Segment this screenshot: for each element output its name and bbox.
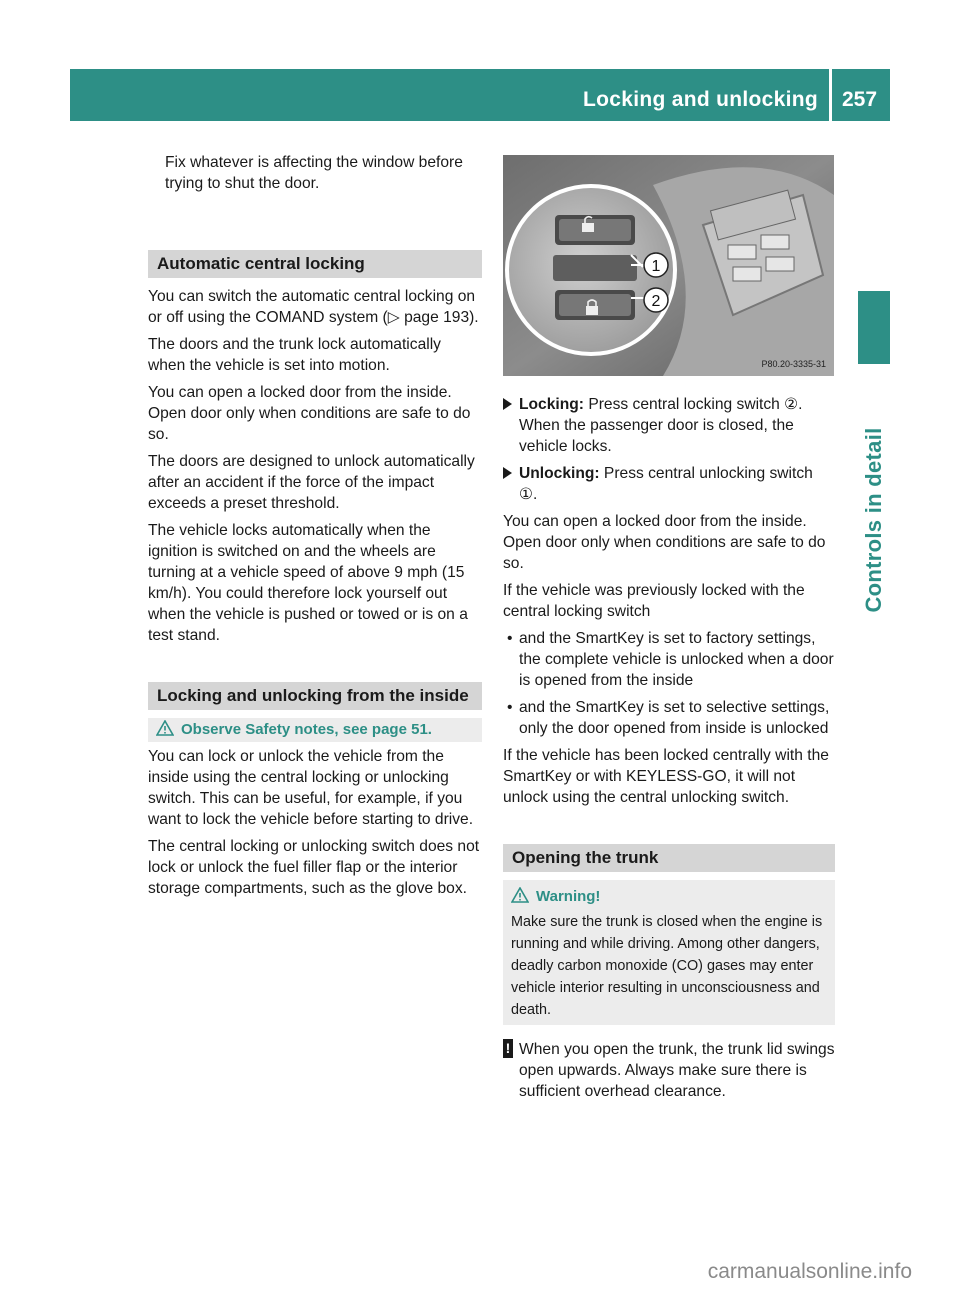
paragraph: The central locking or unlocking switch does not lock or unlock the fuel filler flap or the interior storage compartments, such as the glove box. (148, 838, 480, 897)
list-item (503, 697, 835, 739)
list-item-text: and the SmartKey is set to selective settings, only the door opened from inside is unlocked (519, 699, 830, 737)
list-item (503, 628, 835, 691)
door-switch-illustration (503, 155, 834, 376)
locking-step (503, 394, 835, 457)
unlocking-text: Press central unlocking switch ①. (519, 465, 813, 503)
safety-note (148, 718, 482, 742)
page-number: 257 (842, 88, 878, 111)
door-switch-figure (503, 155, 834, 376)
paragraph: You can switch the automatic central locking on or off using the COMAND system (▷ page 193). (148, 288, 479, 326)
side-tab-label: Controls in detail (861, 427, 886, 613)
warning-triangle-icon (156, 720, 174, 736)
locking-label: Locking: (519, 396, 584, 413)
notice-text: When you open the trunk, the trunk lid swings open upwards. Always make sure there is sufficient overhead clearance. (519, 1041, 835, 1100)
warning-text: Make sure the trunk is closed when the engine is running and while driving. Among other dangers, deadly carbon monoxide (CO) gases may enter vehicle interior resulting in unconsciousness and death. (511, 914, 823, 1018)
intro-text: Fix whatever is affecting the window before trying to shut the door. (165, 154, 463, 192)
unlocking-label: Unlocking: (519, 465, 600, 482)
unlocking-step (503, 463, 835, 505)
step-arrow-icon (503, 467, 512, 479)
list-item-text: and the SmartKey is set to factory settings, the complete vehicle is unlocked when a door is opened from the inside (519, 630, 834, 689)
safety-note-text: Observe Safety notes, see page 51. (181, 721, 432, 738)
paragraph: The vehicle locks automatically when the ignition is switched on and the wheels are turning at a vehicle speed of above 9 mph (15 km/h). You could therefore lock yourself out when the vehicle is pushed or towed or is on a test stand. (148, 522, 468, 644)
notice-icon: ! (503, 1039, 513, 1058)
callout-2: 2 (651, 293, 661, 310)
warning-title-text: Warning! (536, 888, 601, 905)
warning-title (511, 886, 827, 907)
section-heading-opening-the-trunk: Opening the trunk (503, 844, 835, 872)
locking-text: Press central locking switch ②. When the passenger door is closed, the vehicle locks. (519, 396, 803, 455)
figure-code: P80.20-3335-31 (761, 359, 826, 369)
section-heading-automatic-central-locking: Automatic central locking (148, 250, 482, 278)
paragraph: You can open a locked door from the inside. Open door only when conditions are safe to do so. (148, 384, 471, 443)
right-column (503, 394, 835, 1102)
paragraph: The doors are designed to unlock automatically after an accident if the force of the impact exceeds a preset threshold. (148, 453, 475, 512)
warning-triangle-icon (511, 887, 529, 903)
paragraph: If the vehicle has been locked centrally with the SmartKey or with KEYLESS-GO, it will not unlock using the central unlocking switch. (503, 747, 829, 806)
bullet-icon: • (507, 699, 513, 716)
paragraph: You can open a locked door from the inside. Open door only when conditions are safe to do so. (503, 513, 826, 572)
paragraph: You can lock or unlock the vehicle from the inside using the central locking or unlocking switch. This can be useful, for example, if you want to lock the vehicle before starting to drive. (148, 748, 474, 828)
paragraph: If the vehicle was previously locked with the central locking switch (503, 582, 805, 620)
side-tab-marker (858, 291, 890, 364)
callout-1: 1 (651, 258, 661, 275)
notice (503, 1039, 835, 1102)
section-heading-locking-from-inside: Locking and unlocking from the inside (148, 682, 482, 710)
header-divider (829, 69, 832, 121)
step-arrow-icon (503, 398, 512, 410)
bullet-icon: • (507, 630, 513, 647)
warning-box (503, 880, 835, 1025)
left-column (148, 152, 482, 905)
watermark: carmanualsonline.info (707, 1260, 912, 1283)
page-title: Locking and unlocking (583, 88, 818, 111)
paragraph: The doors and the trunk lock automatically when the vehicle is set into motion. (148, 336, 441, 374)
